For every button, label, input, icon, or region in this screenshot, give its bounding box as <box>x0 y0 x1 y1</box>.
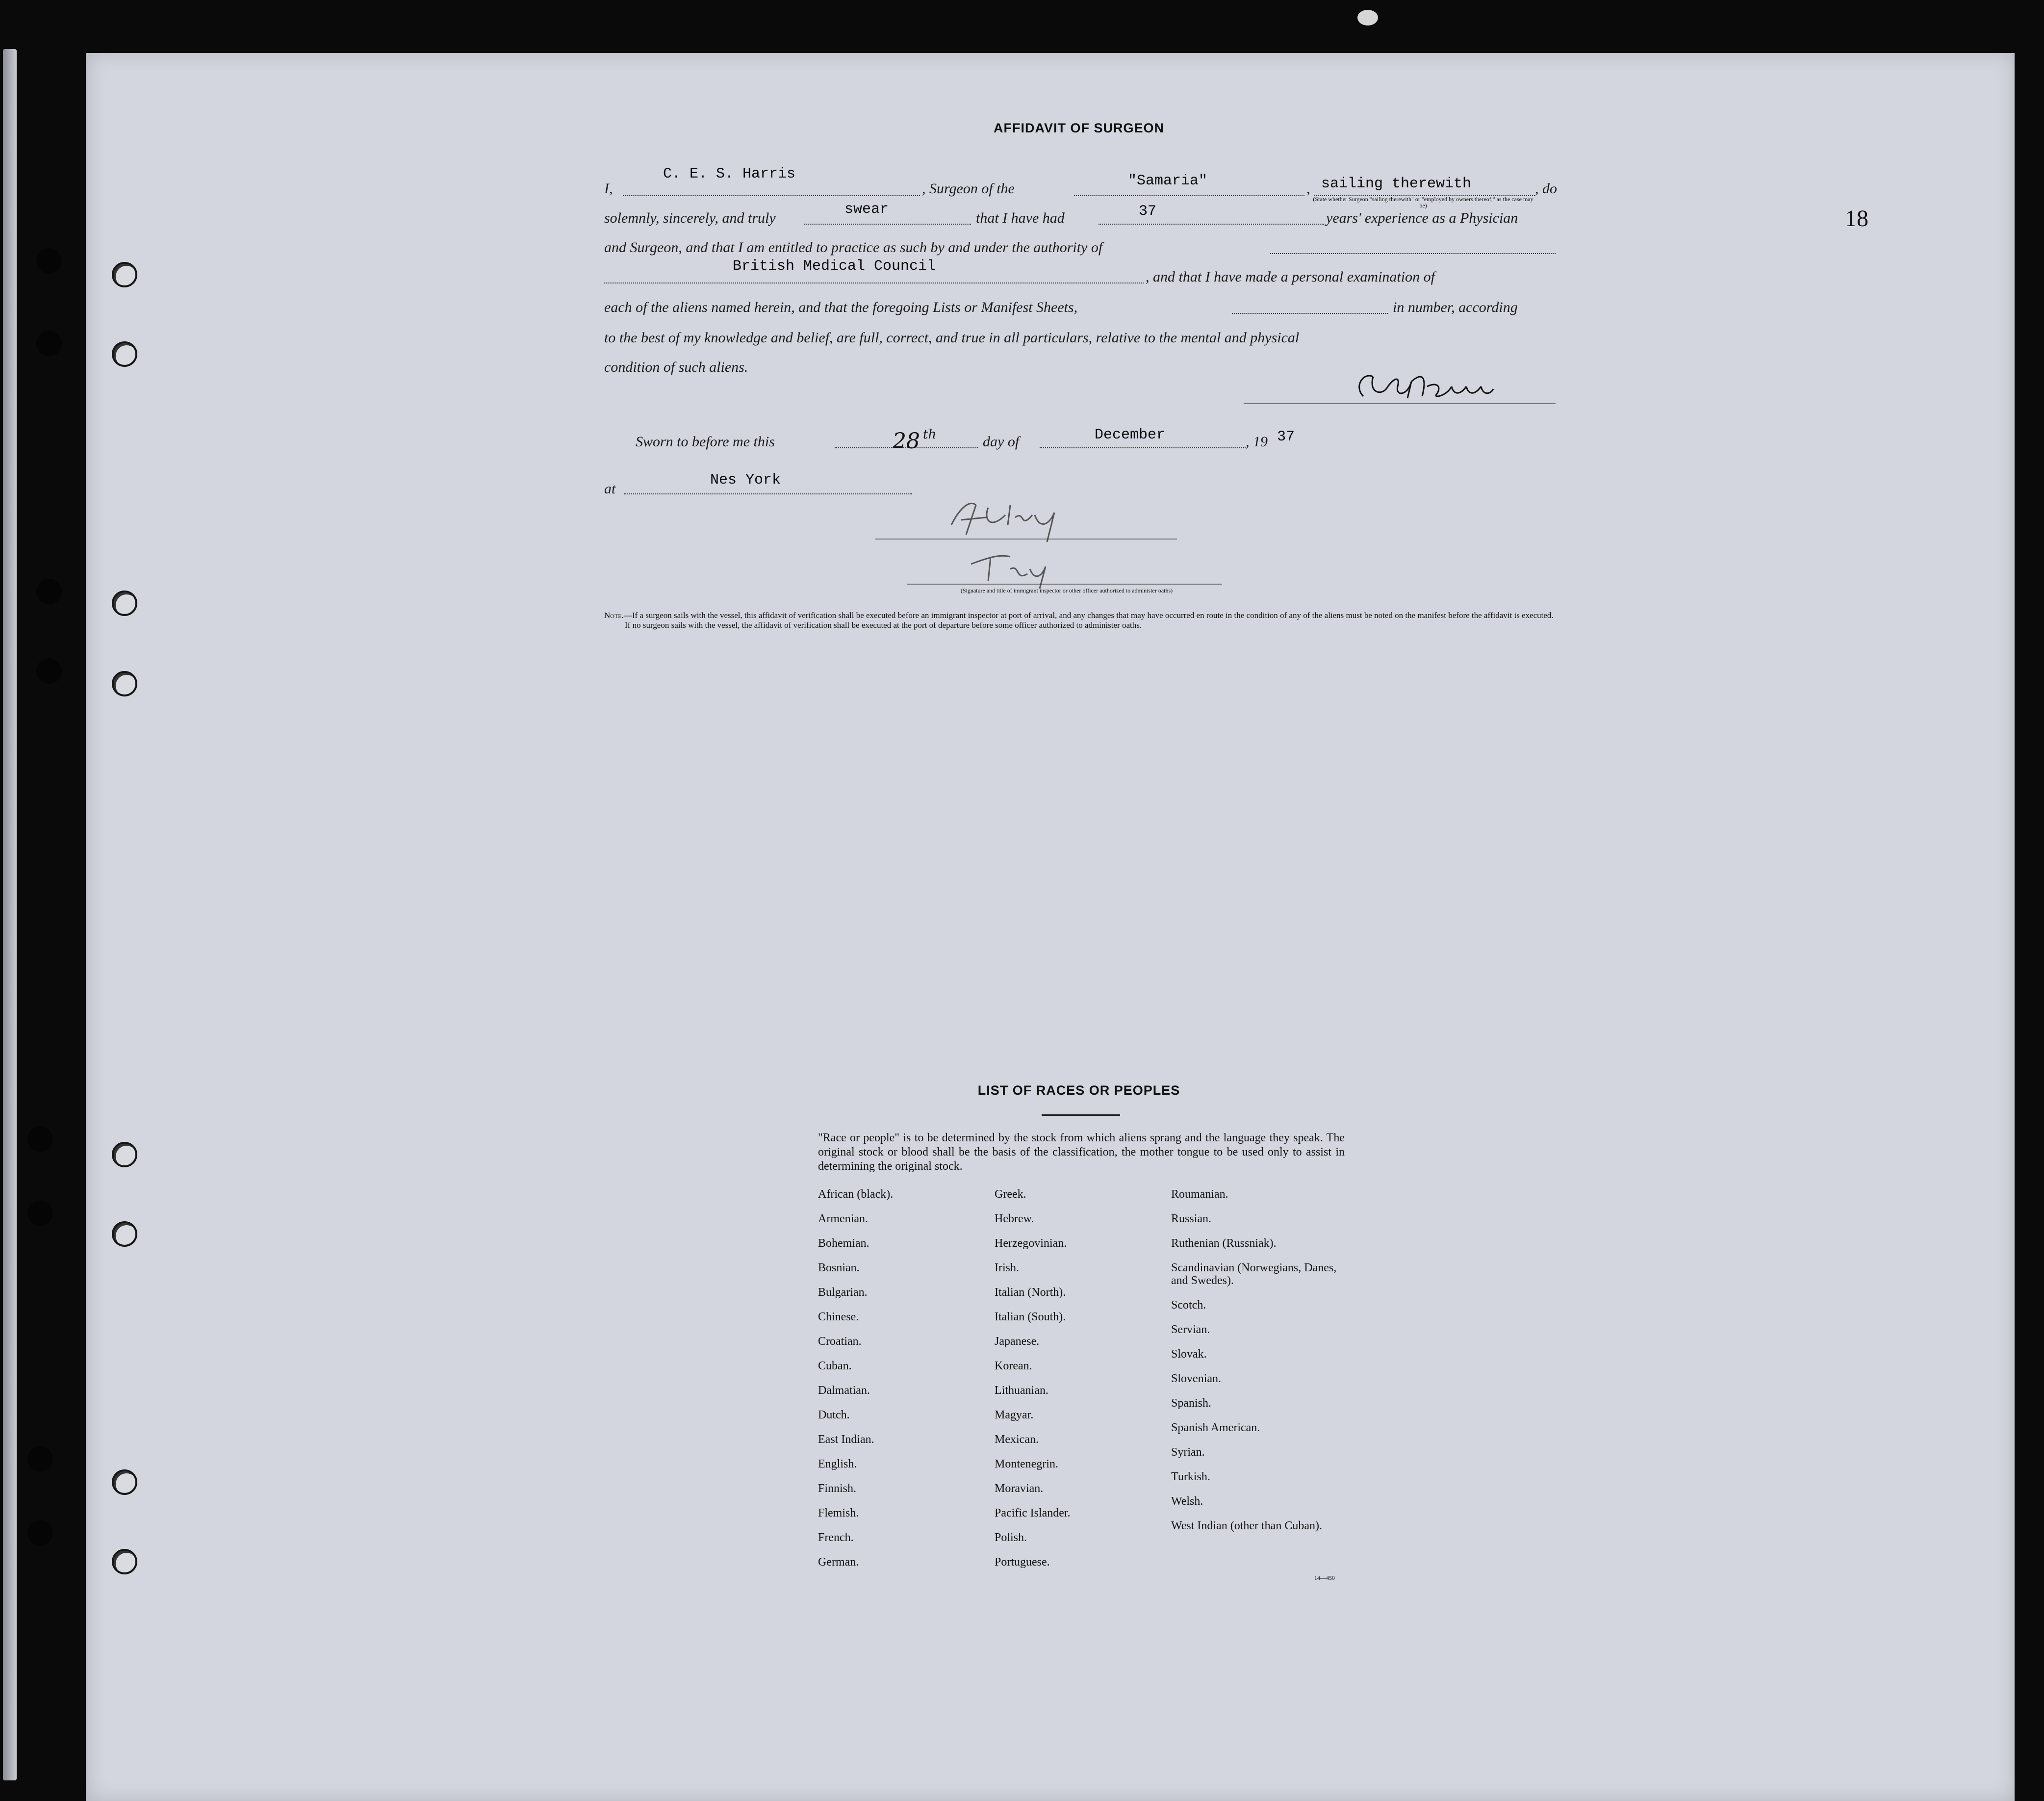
at-label: at <box>604 481 616 497</box>
race-item: Chinese. <box>818 1311 859 1323</box>
race-item: Syrian. <box>1171 1446 1205 1459</box>
races-column-1 <box>818 1188 995 1580</box>
race-item: Hebrew. <box>995 1212 1034 1225</box>
race-item: Bulgarian. <box>818 1286 868 1299</box>
binder-hole <box>36 331 62 356</box>
sworn-day-handwritten <box>893 426 951 453</box>
fill-line <box>624 493 912 494</box>
race-item: Spanish. <box>1171 1397 1212 1410</box>
race-item: Bohemian. <box>818 1237 869 1250</box>
years-experience: 37 <box>1139 203 1157 220</box>
fill-line <box>1099 224 1324 225</box>
inspector-caption: (Signature and title of immigrant inspector or other officer authorized to administer oaths) <box>960 587 1173 594</box>
line5-end: in number, according <box>1393 299 1518 315</box>
binder-hole <box>27 1126 53 1152</box>
race-item: Dutch. <box>818 1409 850 1421</box>
race-item: Korean. <box>995 1360 1032 1372</box>
line2-start: solemnly, sincerely, and truly <box>604 210 776 226</box>
race-item: Ruthenian (Russniak). <box>1171 1237 1277 1250</box>
binder-ring <box>112 1469 137 1495</box>
capacity-note: (State whether Surgeon "sailing therewith" or "employed by owners thereof," as the case may be) <box>1313 196 1533 209</box>
line2-end: years' experience as a Physician <box>1326 210 1518 226</box>
binder-hole <box>36 579 62 604</box>
binder-hole <box>27 1446 53 1471</box>
race-item: Magyar. <box>995 1409 1034 1421</box>
surgeon-name: C. E. S. Harris <box>663 166 796 182</box>
race-item: English. <box>818 1458 857 1470</box>
race-item: Scandinavian (Norwegians, Danes, and Swedes). <box>1171 1261 1337 1287</box>
inspector-signature <box>942 495 1108 593</box>
race-item: Cuban. <box>818 1360 852 1372</box>
inspector-line <box>907 584 1222 585</box>
vessel-name: "Samaria" <box>1128 173 1208 189</box>
race-item: Croatian. <box>818 1335 862 1348</box>
race-item: French. <box>818 1531 854 1544</box>
sworn-place: Nes York <box>710 472 781 489</box>
races-column-2 <box>995 1188 1171 1580</box>
surgeon-capacity: sailing therewith <box>1321 176 1472 192</box>
svg-text:th: th <box>923 427 937 442</box>
race-item: Lithuanian. <box>995 1384 1048 1397</box>
binder-ring <box>112 1549 137 1574</box>
signature-line <box>1244 403 1556 404</box>
binder-ring <box>112 262 137 287</box>
race-item: Irish. <box>995 1261 1019 1274</box>
line1-surgeon: , Surgeon of the <box>922 180 1015 197</box>
race-item: Finnish. <box>818 1482 857 1495</box>
binder-hole <box>27 1520 53 1546</box>
race-item: Pacific Islander. <box>995 1507 1071 1519</box>
binder-ring <box>112 341 137 367</box>
race-item: African (black). <box>818 1188 894 1201</box>
note-label: Note. <box>604 611 624 620</box>
races-list <box>818 1188 1367 1580</box>
sworn-start: Sworn to before me this <box>636 434 775 450</box>
race-item: Flemish. <box>818 1507 859 1519</box>
fill-line <box>804 224 971 225</box>
line4: , and that I have made a personal examination of <box>1146 269 1435 285</box>
races-column-3 <box>1171 1188 1367 1580</box>
title-rule <box>1042 1114 1120 1116</box>
race-item: Herzegovinian. <box>995 1237 1067 1250</box>
binder-hole <box>27 1201 53 1226</box>
page-number: 18 <box>1845 206 1868 232</box>
binder-ring <box>112 1221 137 1247</box>
race-item: Turkish. <box>1171 1470 1210 1483</box>
binder-hole <box>36 248 62 274</box>
race-item: Mexican. <box>995 1433 1039 1446</box>
licensing-authority: British Medical Council <box>733 258 936 275</box>
race-item: Scotch. <box>1171 1299 1206 1312</box>
sworn-year: 37 <box>1277 429 1295 445</box>
race-item: Roumanian. <box>1171 1188 1228 1201</box>
note-text-2: If no surgeon sails with the vessel, the affidavit of verification shall be executed at the port of departure before some officer authorized to administer oaths. <box>625 620 1142 630</box>
races-intro: "Race or people" is to be determined by the stock from which aliens sprang and the language they speak. The original stock or blood shall be the basis of the classification, the mother tongue to be used only to assist in determining the original stock. <box>818 1132 1345 1173</box>
binder-hole <box>36 658 62 684</box>
page-edge <box>3 49 17 1780</box>
race-item: Russian. <box>1171 1212 1212 1225</box>
race-item: Portuguese. <box>995 1556 1050 1569</box>
race-item: Italian (South). <box>995 1311 1066 1323</box>
race-item: Japanese. <box>995 1335 1040 1348</box>
line1-comma: , <box>1306 180 1310 197</box>
race-item: Welsh. <box>1171 1495 1203 1508</box>
race-item: Moravian. <box>995 1482 1044 1495</box>
fill-line <box>1232 313 1388 314</box>
note-text-1: —If a surgeon sails with the vessel, this affidavit of verification shall be executed before an immigrant inspector at port of arrival, and any changes that may have occurred en route in the condition of any of the aliens must be noted on the manifest before the affidavit is executed. <box>623 611 1554 620</box>
binder-ring <box>112 671 137 696</box>
line5-start: each of the aliens named herein, and that the foregoing Lists or Manifest Sheets, <box>604 299 1078 315</box>
oath-word: swear <box>844 201 889 218</box>
race-item: East Indian. <box>818 1433 874 1446</box>
line3: and Surgeon, and that I am entitled to practice as such by and under the authority of <box>604 239 1103 256</box>
surgeon-signature <box>1354 367 1496 406</box>
race-item: Polish. <box>995 1531 1027 1544</box>
race-item: Italian (North). <box>995 1286 1066 1299</box>
affidavit-note <box>604 611 1556 630</box>
race-item: Greek. <box>995 1188 1026 1201</box>
line6: to the best of my knowledge and belief, are full, correct, and true in all particulars, relative to the mental and physical <box>604 330 1300 346</box>
fill-line <box>1074 195 1304 196</box>
race-item: Slovenian. <box>1171 1372 1221 1385</box>
line1-start: I, <box>604 180 613 197</box>
race-item: Servian. <box>1171 1323 1210 1336</box>
affidavit-title: AFFIDAVIT OF SURGEON <box>994 121 1164 135</box>
race-item: Spanish American. <box>1171 1421 1260 1434</box>
race-item: German. <box>818 1556 859 1569</box>
svg-text:28: 28 <box>893 429 920 453</box>
scan-mark <box>1357 10 1378 26</box>
race-item: Dalmatian. <box>818 1384 870 1397</box>
race-item: Montenegrin. <box>995 1458 1058 1470</box>
form-code: 14—450 <box>1314 1574 1335 1581</box>
fill-line <box>1040 447 1246 448</box>
sworn-century: , 19 <box>1246 434 1268 450</box>
binder-ring <box>112 591 137 616</box>
race-item: Bosnian. <box>818 1261 860 1274</box>
line2-mid: that I have had <box>976 210 1065 226</box>
line1-end: , do <box>1535 180 1557 197</box>
race-item: West Indian (other than Cuban). <box>1171 1519 1322 1532</box>
line7: condition of such aliens. <box>604 359 748 375</box>
sworn-mid: day of <box>983 434 1020 450</box>
sworn-month: December <box>1095 427 1166 443</box>
race-item: Slovak. <box>1171 1348 1207 1361</box>
fill-line <box>1270 253 1556 254</box>
binder-ring <box>112 1142 137 1167</box>
fill-line <box>623 195 920 196</box>
races-title: LIST OF RACES OR PEOPLES <box>977 1083 1180 1098</box>
inspector-line-upper <box>875 539 1177 540</box>
race-item: Armenian. <box>818 1212 868 1225</box>
